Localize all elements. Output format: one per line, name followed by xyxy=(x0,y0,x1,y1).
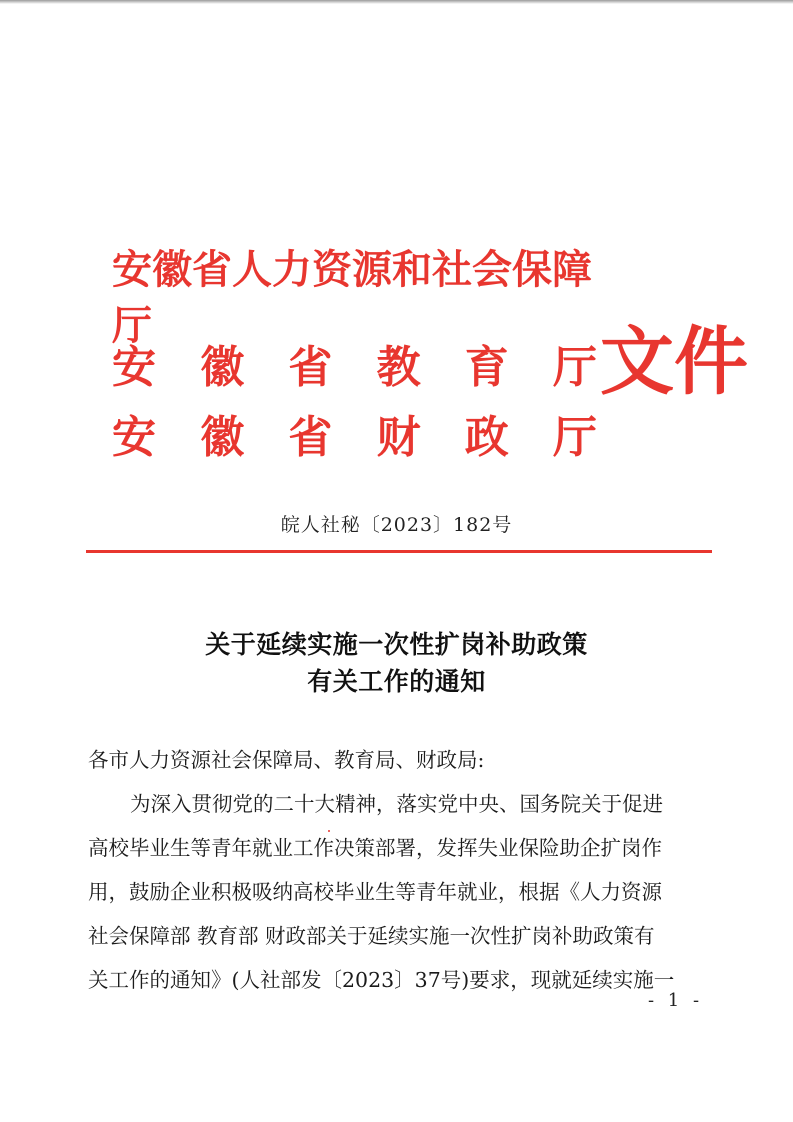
body-line-3: 用，鼓励企业积极吸纳高校毕业生等青年就业，根据《人力资源 xyxy=(88,880,662,904)
red-divider-line xyxy=(86,550,712,553)
body-line-2: 高校毕业生等青年就业工作决策部署，发挥失业保险助企扩岗作 xyxy=(88,836,662,860)
red-speck xyxy=(328,830,330,832)
notice-title-line-1: 关于延续实施一次性扩岗补助政策 xyxy=(205,630,588,659)
issuer-line-1: 安徽省人力资源和社会保障厅 xyxy=(112,246,592,349)
notice-title-line-2: 有关工作的通知 xyxy=(307,667,486,696)
issuer-line-2: 安 徽 省 教 育 厅 xyxy=(112,342,597,393)
body-line-5: 关工作的通知》(人社部发〔2023〕37号)要求，现就延续实施一 xyxy=(88,968,675,992)
document-type-label: 文件 xyxy=(600,319,748,405)
body-line-1: 为深入贯彻党的二十大精神，落实党中央、国务院关于促进 xyxy=(130,792,663,816)
issuer-line-3: 安 徽 省 财 政 厅 xyxy=(112,412,597,463)
body-line-4: 社会保障部 教育部 财政部关于延续实施一次性扩岗补助政策有 xyxy=(88,924,655,948)
document-number: 皖人社秘〔2023〕182号 xyxy=(280,514,513,536)
salutation: 各市人力资源社会保障局、教育局、财政局: xyxy=(88,748,485,772)
scan-top-edge xyxy=(0,0,793,4)
page-number: - 1 - xyxy=(648,990,704,1011)
